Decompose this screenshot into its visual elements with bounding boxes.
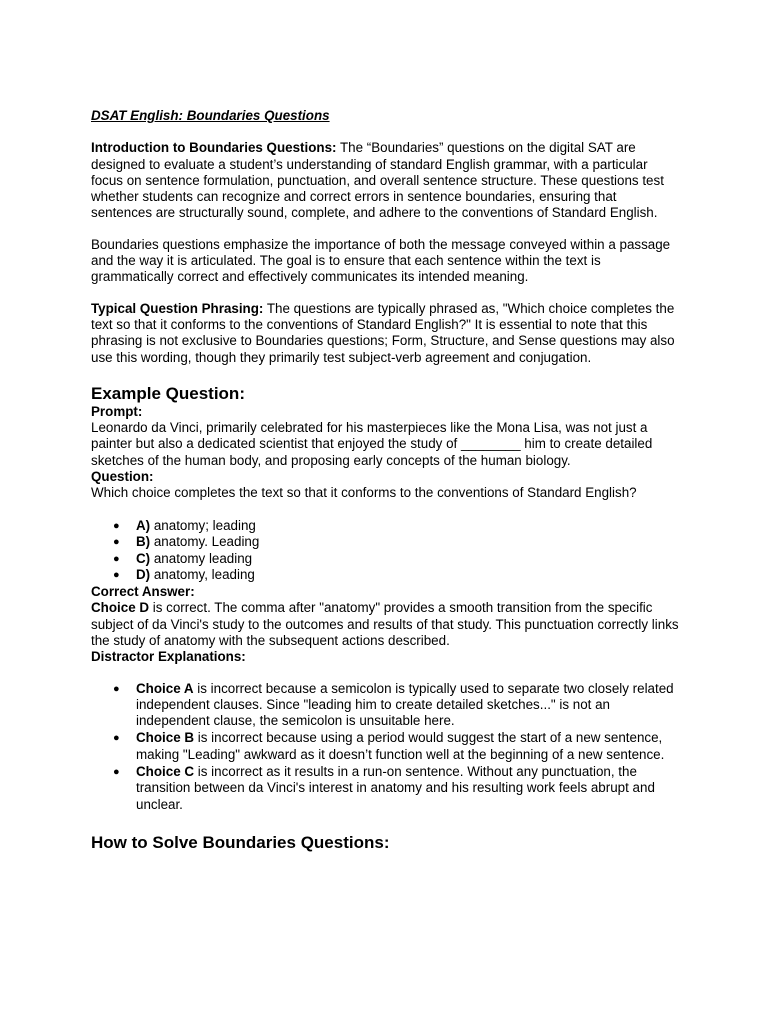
list-item [91,730,681,763]
intro-lead: Introduction to Boundaries Questions: [91,140,337,156]
prompt-text: Leonardo da Vinci, primarily celebrated for his masterpieces like the Mona Lisa, was not just a painter but also a dedicated scientist that enjoyed the study of ________ him to create detailed sketches of the human body, and proposing early concepts of the human biology. [91,420,653,468]
correct-answer-lead: Choice D [91,600,150,616]
list-item [91,551,681,568]
emphasis-paragraph: Boundaries questions emphasize the importance of both the message conveyed within a passage and the way it is articulated. The goal is to ensure that each sentence within the text is grammatically correct and effectively communicates its intended meaning. [91,236,671,285]
choice-text: anatomy; leading [150,517,256,533]
choice-text: anatomy leading [150,550,253,566]
distractor-text: is incorrect because using a period would suggest the start of a new sentence, making "Leading" awkward as it doesn’t function well at the beginning of a new sentence. [136,730,665,762]
bullet-icon: ● [113,536,120,549]
intro-paragraph [91,140,681,221]
correct-answer-text: is correct. The comma after "anatomy" provides a smooth transition from the specific subject of da Vinci's study to the outcomes and results of that study. This punctuation correctly links the study of anatomy with the subsequent actions described. [91,600,679,648]
choice-letter: D) [136,567,151,583]
choice-letter: C) [136,550,151,566]
choice-letter: A) [136,517,151,533]
intro-text: The “Boundaries” questions on the digital SAT are designed to evaluate a student’s understanding of standard English grammar, with a particular focus on sentence formulation, punctuation, and overall sentence structure. These questions test whether students can recognize and correct errors in sentence boundaries, ensuring that sentences are structurally sound, complete, and adhere to the conventions of Standard English. [91,140,664,221]
question-text: Which choice completes the text so that it conforms to the conventions of Standard English? [91,485,637,501]
correct-answer-paragraph [91,600,681,649]
phrasing-lead: Typical Question Phrasing: [91,300,264,316]
bullet-icon: ● [113,682,120,695]
list-item [91,764,681,813]
distractor-lead: Choice C [136,763,195,779]
document-title: DSAT English: Boundaries Questions [91,108,330,123]
example-heading: Example Question: [91,383,245,403]
phrasing-text: The questions are typically phrased as, "Which choice completes the text so that it conforms to the conventions of Standard English?" It is essential to note that this phrasing is not exclusive to Boundaries questions; Form, Structure, and Sense questions may also use this wording, though they primarily test subject-verb agreement and conjugation. [91,300,675,365]
distractor-text: is incorrect as it results in a run-on sentence. Without any punctuation, the transition between da Vinci's interest in anatomy and his resulting work feels abrupt and unclear. [136,763,655,812]
distractor-lead: Choice A [136,680,194,696]
bullet-icon: ● [113,519,120,532]
bullet-icon: ● [113,732,120,745]
list-item [91,567,681,584]
list-item [91,681,681,730]
prompt-label: Prompt: [91,403,143,419]
distractor-label: Distractor Explanations: [91,649,246,665]
choice-letter: B) [136,534,151,550]
correct-answer-label: Correct Answer: [91,584,195,600]
choice-text: anatomy, leading [150,567,255,583]
document-page [91,108,681,853]
list-item [91,534,681,551]
distractor-lead: Choice B [136,730,195,746]
distractor-list [91,681,681,813]
distractor-text: is incorrect because a semicolon is typically used to separate two closely related independent clauses. Since "leading him to create detailed sketches..." is not an independent clause, the semicolon is unsuitable here. [136,680,674,729]
choice-text: anatomy. Leading [150,534,260,550]
solve-heading: How to Solve Boundaries Questions: [91,832,390,852]
list-item [91,518,681,535]
question-label: Question: [91,469,154,485]
bullet-icon: ● [113,552,120,565]
bullet-icon: ● [113,569,120,582]
bullet-icon: ● [113,765,120,778]
phrasing-paragraph [91,301,681,366]
answer-choices-list [91,518,681,584]
